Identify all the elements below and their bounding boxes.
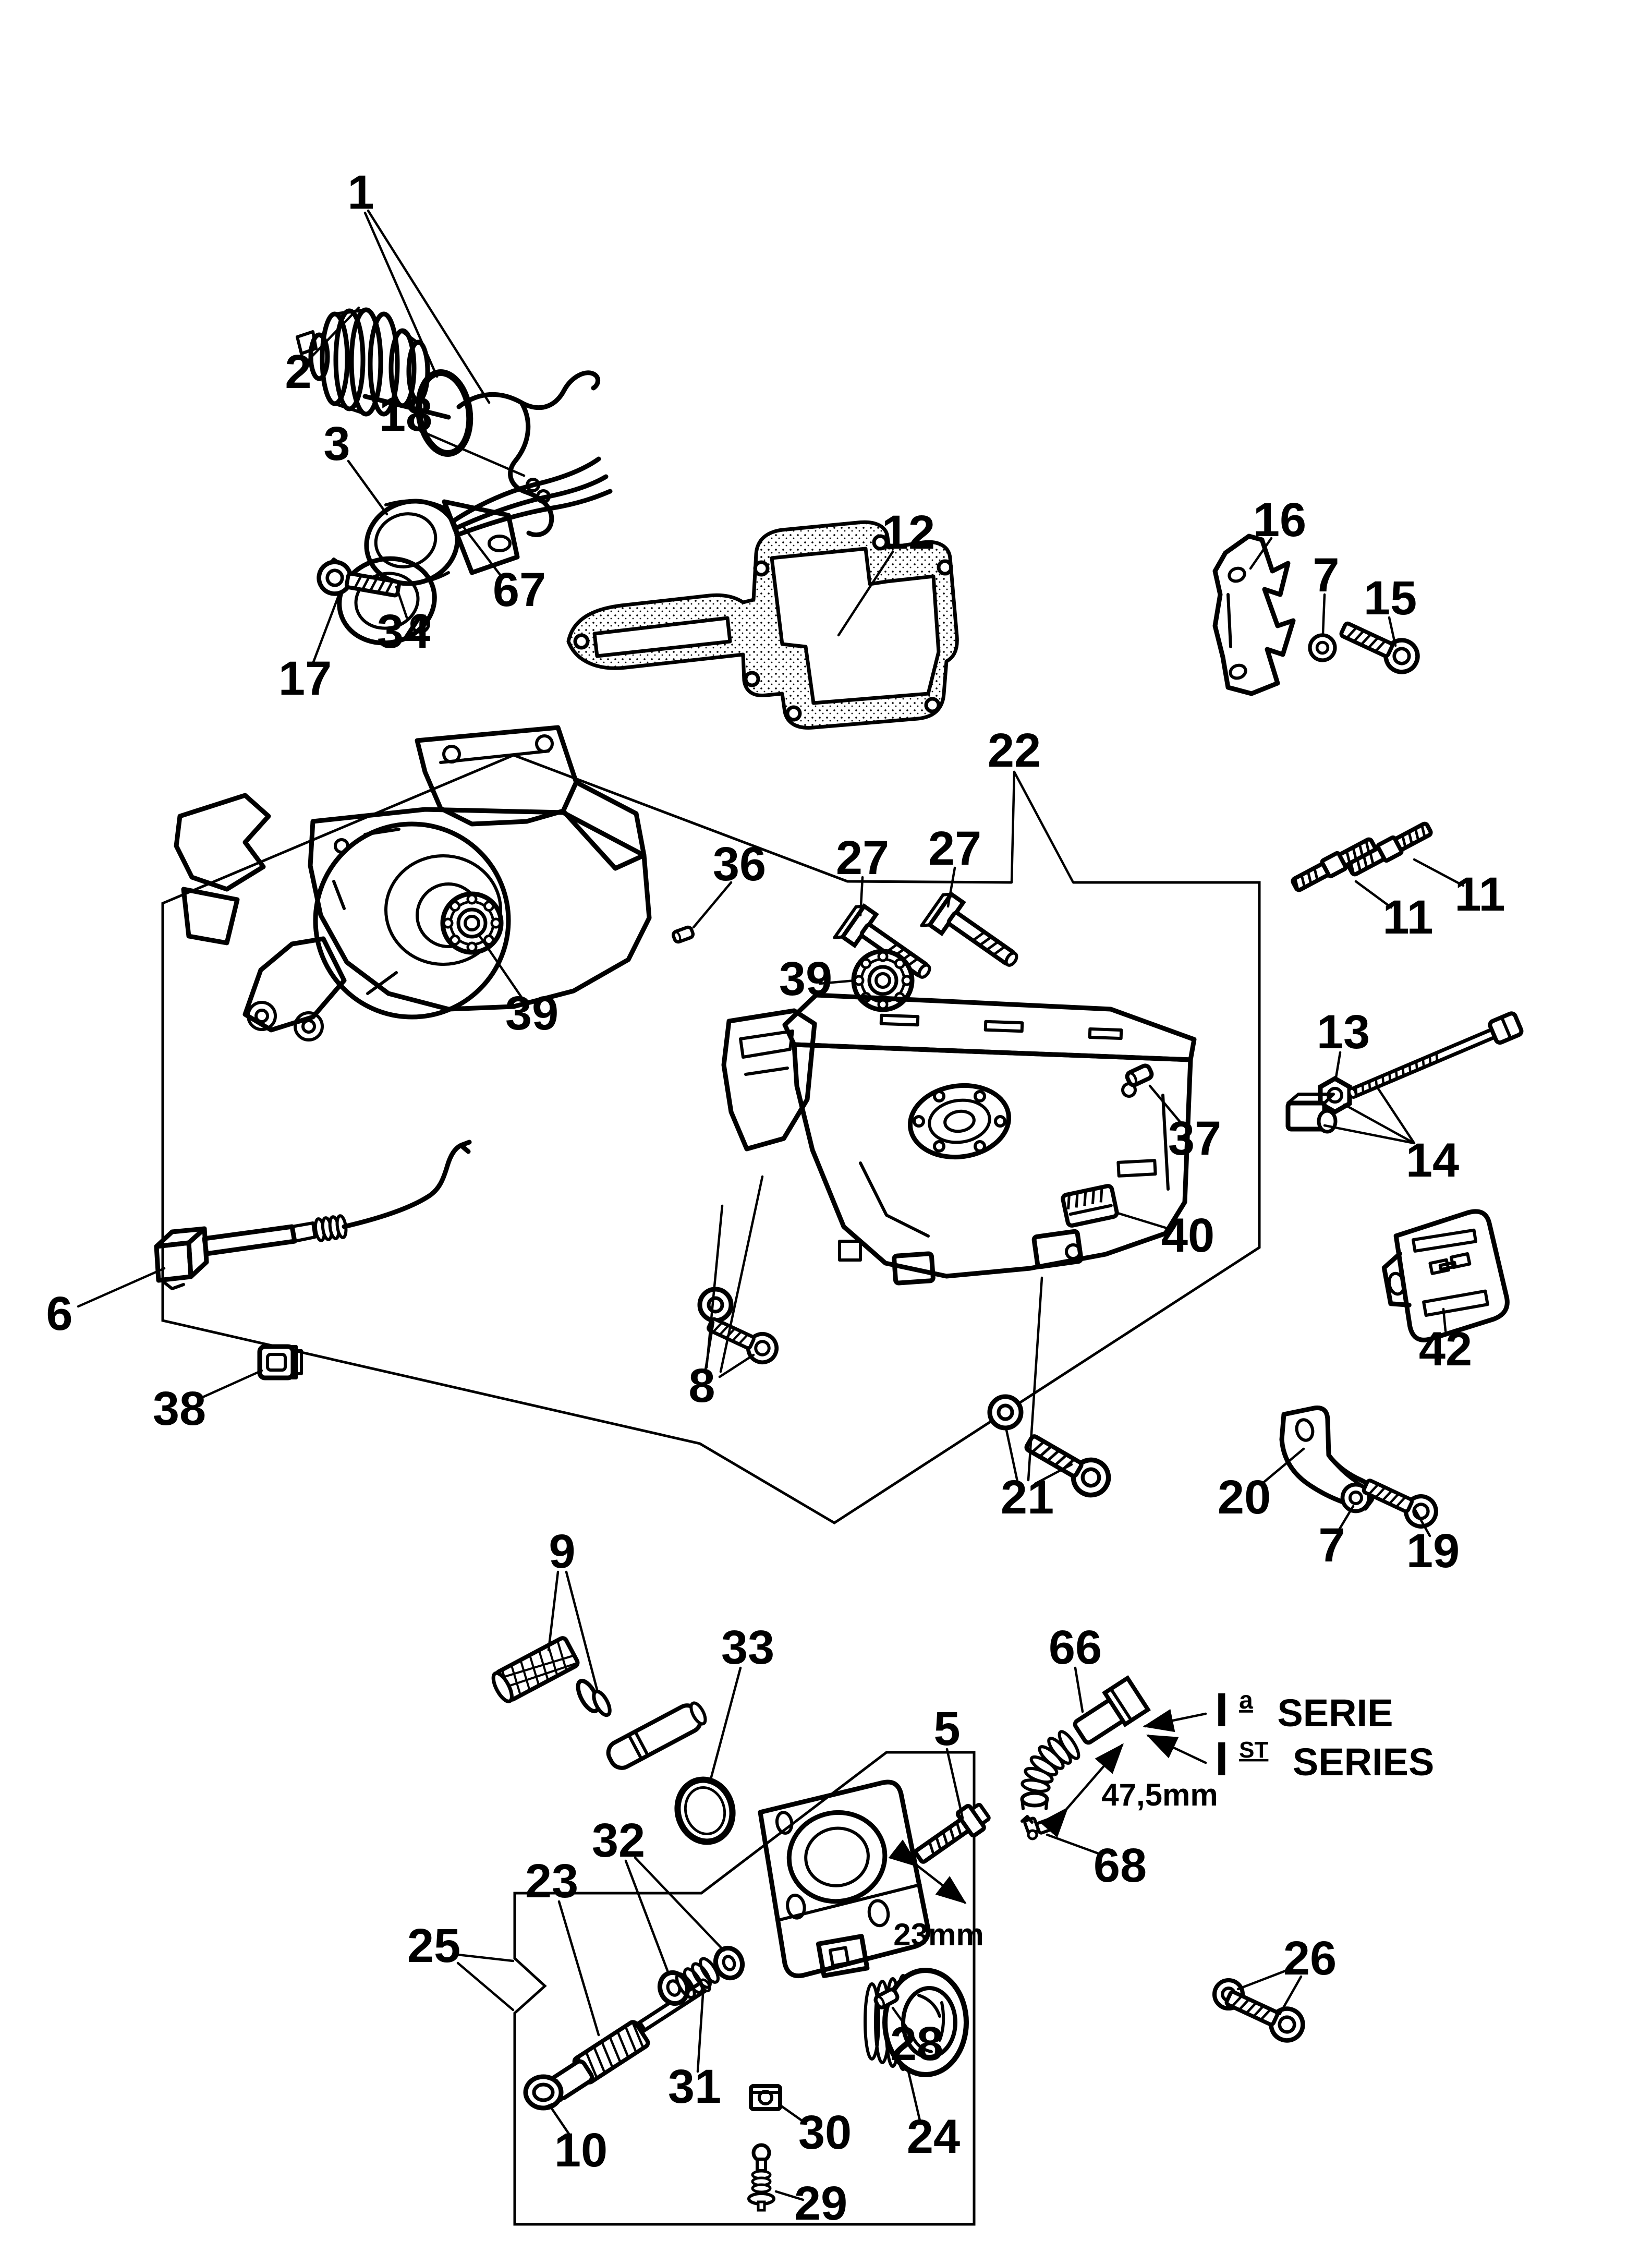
part-label-27-right: 27: [928, 822, 982, 875]
part-label-12: 12: [881, 506, 936, 559]
part-label-33: 33: [721, 1621, 775, 1674]
part-label-31: 31: [667, 2060, 722, 2113]
washer-7: [1310, 635, 1335, 660]
part-label-36: 36: [712, 838, 767, 891]
part-label-42: 42: [1418, 1323, 1473, 1376]
part-label-22: 22: [987, 724, 1041, 777]
part-label-7-top: 7: [1313, 549, 1340, 602]
part-label-1: 1: [347, 166, 374, 219]
part-label-28: 28: [890, 2017, 944, 2070]
grommet-38: [260, 1347, 301, 1378]
part-label-16: 16: [1253, 493, 1307, 547]
series-note-italian: I $^a$ SERIE: [1215, 1683, 1393, 1737]
part-label-39-right: 39: [779, 952, 833, 1006]
part-label-14: 14: [1405, 1134, 1460, 1187]
part-label-26: 26: [1283, 1932, 1337, 1985]
part-label-37: 37: [1168, 1112, 1222, 1165]
part-label-15: 15: [1363, 572, 1417, 625]
part-label-10: 10: [554, 2124, 608, 2177]
part-label-19: 19: [1406, 1524, 1460, 1578]
part-label-40: 40: [1161, 1209, 1215, 1262]
part-label-6: 6: [46, 1287, 73, 1340]
part-label-27-left: 27: [835, 831, 890, 885]
part-label-68: 68: [1093, 1839, 1147, 1892]
part-label-11-left: 11: [1382, 891, 1434, 944]
plug-10: [526, 2077, 561, 2108]
part-label-20: 20: [1217, 1471, 1271, 1524]
part-label-2: 2: [285, 345, 312, 398]
hose-length-dimension: 47,5mm: [1101, 1777, 1218, 1812]
part-label-23: 23: [525, 1855, 579, 1908]
part-label-5: 5: [933, 1702, 961, 1755]
part-label-11-right: 11: [1454, 868, 1505, 921]
screw-length-dimension: 23mm: [893, 1917, 984, 1952]
part-label-39-left: 39: [505, 987, 559, 1040]
part-label-21: 21: [1000, 1471, 1054, 1524]
part-label-3: 3: [323, 417, 350, 470]
part-label-25: 25: [407, 1919, 461, 1972]
part-label-17: 17: [278, 652, 332, 705]
part-label-24: 24: [906, 2110, 961, 2163]
part-label-34: 34: [376, 605, 431, 658]
part-label-7-bottom: 7: [1318, 1519, 1345, 1572]
square-nut-30: [751, 2086, 780, 2109]
part-label-66: 66: [1048, 1621, 1102, 1674]
part-label-67: 67: [492, 563, 546, 616]
part-label-9: 9: [549, 1525, 576, 1578]
part-label-30: 30: [798, 2106, 852, 2159]
part-label-29: 29: [794, 2177, 848, 2230]
part-label-18: 18: [379, 388, 433, 441]
part-label-38: 38: [152, 1382, 207, 1435]
part-label-13: 13: [1316, 1006, 1370, 1059]
part-label-8: 8: [688, 1359, 715, 1412]
series-note-english: I $^{ST}$ SERIES: [1215, 1733, 1435, 1786]
main-bearing-left: [443, 894, 501, 952]
part-label-32: 32: [591, 1814, 646, 1867]
